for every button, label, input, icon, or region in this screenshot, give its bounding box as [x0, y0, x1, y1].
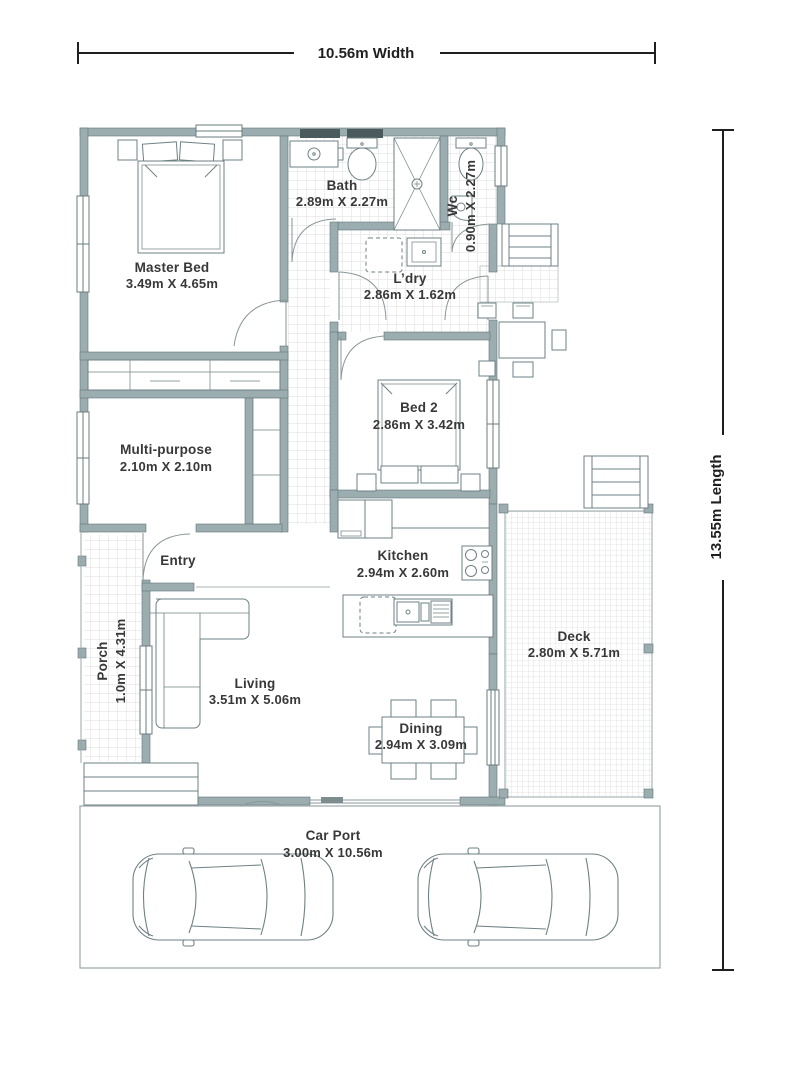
window-bed2-right: [487, 380, 499, 468]
svg-text:Bath: Bath: [326, 178, 358, 193]
svg-text:3.49m X 4.65m: 3.49m X 4.65m: [125, 276, 219, 291]
svg-text:3.00m X 10.56m: 3.00m X 10.56m: [283, 845, 383, 860]
washer-icon: [366, 238, 402, 272]
svg-text:1.0m X 4.31m: 1.0m X 4.31m: [113, 618, 128, 704]
laundry-tub-icon: [407, 238, 441, 266]
svg-text:Wc: Wc: [445, 195, 460, 217]
door-track-icon: [321, 797, 343, 803]
window-master-left: [77, 196, 89, 292]
svg-text:2.10m X 2.10m: 2.10m X 2.10m: [119, 459, 213, 474]
svg-text:2.80m X 5.71m: 2.80m X 5.71m: [527, 645, 621, 660]
room-label-master-bed: [126, 260, 218, 291]
svg-text:3.51m X 5.06m: 3.51m X 5.06m: [208, 692, 302, 707]
closet-icon: [253, 398, 280, 524]
robe-cabinet-icon: [88, 360, 280, 390]
svg-text:2.86m X 3.42m: 2.86m X 3.42m: [372, 417, 466, 432]
svg-text:Bed 2: Bed 2: [400, 400, 438, 415]
carport-boundary: [80, 806, 660, 968]
room-label-living: [209, 676, 301, 707]
svg-text:Dining: Dining: [399, 721, 443, 736]
svg-text:2.89m X 2.27m: 2.89m X 2.27m: [295, 194, 389, 209]
window-multi-left: [77, 412, 89, 504]
room-label-entry: [160, 553, 196, 568]
window-living-left: [140, 646, 152, 734]
fridge-icon: [338, 500, 392, 538]
svg-text:Living: Living: [234, 676, 276, 691]
window-master-top: [196, 125, 242, 137]
sink-icon: [394, 599, 452, 625]
stove-icon: [462, 546, 492, 580]
room-label-multi-purpose: [120, 442, 212, 474]
room-label-car-port: [283, 828, 383, 860]
dishwasher-icon: [360, 597, 396, 633]
bed2-icon: [357, 380, 480, 491]
svg-text:Entry: Entry: [160, 553, 196, 568]
svg-text:2.86m X 1.62m: 2.86m X 1.62m: [363, 287, 457, 302]
svg-text:Kitchen: Kitchen: [377, 548, 429, 563]
kitchen-island-icon: [343, 595, 493, 637]
door-master: [234, 300, 286, 346]
high-window-icon: [347, 129, 383, 138]
car-icon: [133, 848, 333, 946]
car-icon: [418, 848, 618, 946]
svg-text:Multi-purpose: Multi-purpose: [120, 442, 212, 457]
dimension-top-label: 10.56m Width: [317, 45, 415, 62]
window-wc-right: [495, 146, 507, 186]
svg-text:2.94m X 3.09m: 2.94m X 3.09m: [374, 737, 468, 752]
hall-floor: [288, 218, 330, 524]
svg-text:L’dry: L’dry: [393, 271, 427, 286]
dimension-right: [708, 130, 734, 970]
toilet-icon: [347, 138, 377, 180]
room-label-kitchen: [357, 548, 449, 580]
master-bed-icon: [118, 140, 242, 253]
sofa-icon: [150, 599, 249, 728]
svg-text:Deck: Deck: [557, 629, 591, 644]
carport: [80, 806, 660, 968]
svg-text:Master Bed: Master Bed: [134, 260, 210, 275]
dimension-top: [78, 42, 655, 64]
kitchen-counter-icon: [392, 528, 489, 538]
svg-text:0.90m X 2.27m: 0.90m X 2.27m: [463, 159, 478, 253]
stairs-ne-icon: [502, 224, 558, 266]
stairs-deck-icon: [584, 456, 648, 508]
svg-text:2.94m X 2.60m: 2.94m X 2.60m: [356, 565, 450, 580]
door-bed2: [341, 336, 385, 380]
dimension-right-label: 13.55m Length: [708, 454, 725, 560]
sliding-door-deck: [487, 690, 499, 765]
svg-text:Car Port: Car Port: [305, 828, 361, 843]
svg-text:Porch: Porch: [95, 641, 110, 681]
bath-vanity-icon: [290, 141, 343, 167]
porch-steps-icon: [84, 763, 198, 805]
shower-icon: [394, 138, 440, 230]
high-window-icon: [300, 129, 340, 138]
